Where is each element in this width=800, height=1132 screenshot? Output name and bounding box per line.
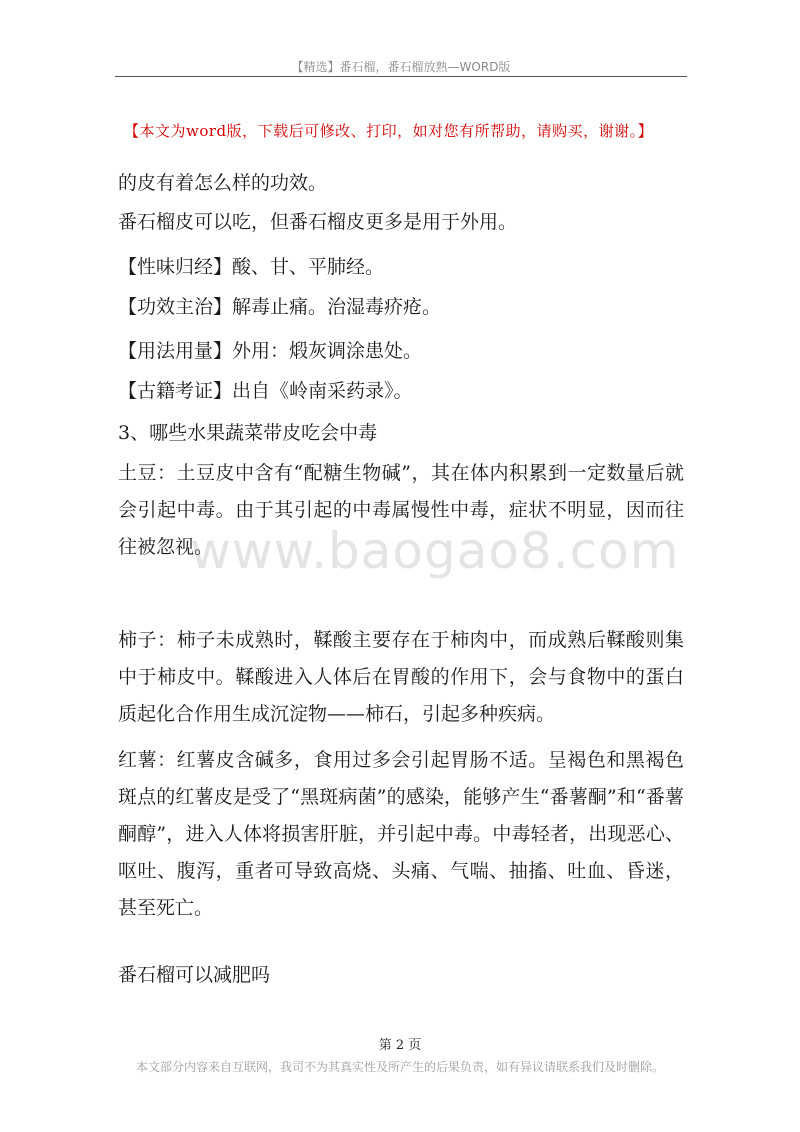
watermark-text: www.baogao8.com xyxy=(190,522,680,580)
page-header-title: 【精选】番石榴，番石榴放熟—WORD版 xyxy=(291,60,511,74)
download-notice: 【本文为word版，下载后可修改、打印，如对您有所帮助，请购买，谢谢。】 xyxy=(124,122,654,140)
text-line: 【性味归经】酸、甘、平肺经。 xyxy=(118,256,385,278)
section-heading: 3、哪些水果蔬菜带皮吃会中毒 xyxy=(118,422,378,444)
paragraph-potato: 土豆：土豆皮中含有“配糖生物碱”，其在体内积累到一定数量后就会引起中毒。由于其引起的中毒属慢性中毒，症状不明显，因而往往被忽视。 xyxy=(118,462,684,558)
text-line: 番石榴可以减肥吗 xyxy=(118,964,271,986)
page-number: 第 2 页 xyxy=(378,1038,422,1053)
text-line: 【用法用量】外用：煅灰调涂患处。 xyxy=(118,340,423,362)
text-line: 番石榴皮可以吃，但番石榴皮更多是用于外用。 xyxy=(118,211,518,233)
header-divider xyxy=(115,76,687,77)
footer-disclaimer: 本文部分内容来自互联网，我司不为其真实性及所产生的后果负责，如有异议请联系我们及时删除。 xyxy=(135,1060,664,1074)
text-line: 【古籍考证】出自《岭南采药录》。 xyxy=(118,380,413,402)
text-line: 【功效主治】解毒止痛。治湿毒疥疮。 xyxy=(118,296,442,318)
text-line: 的皮有着怎么样的功效。 xyxy=(118,172,328,194)
paragraph-persimmon: 柿子：柿子未成熟时，鞣酸主要存在于柿肉中，而成熟后鞣酸则集中于柿皮中。鞣酸进入人体后在胃酸的作用下，会与食物中的蛋白质起化合作用生成沉淀物——柿石，引起多种疾病。 xyxy=(118,629,684,725)
paragraph-sweetpotato: 红薯：红薯皮含碱多，食用过多会引起胃肠不适。呈褐色和黑褐色斑点的红薯皮是受了“黑斑病菌”的感染，能够产生“番薯酮”和“番薯酮醇”，进入人体将损害肝脏，并引起中毒。中毒轻者，出现恶心、呕吐、腹泻，重者可导致高烧、头痛、气喘、抽搐、吐血、昏迷，甚至死亡。 xyxy=(118,749,684,919)
